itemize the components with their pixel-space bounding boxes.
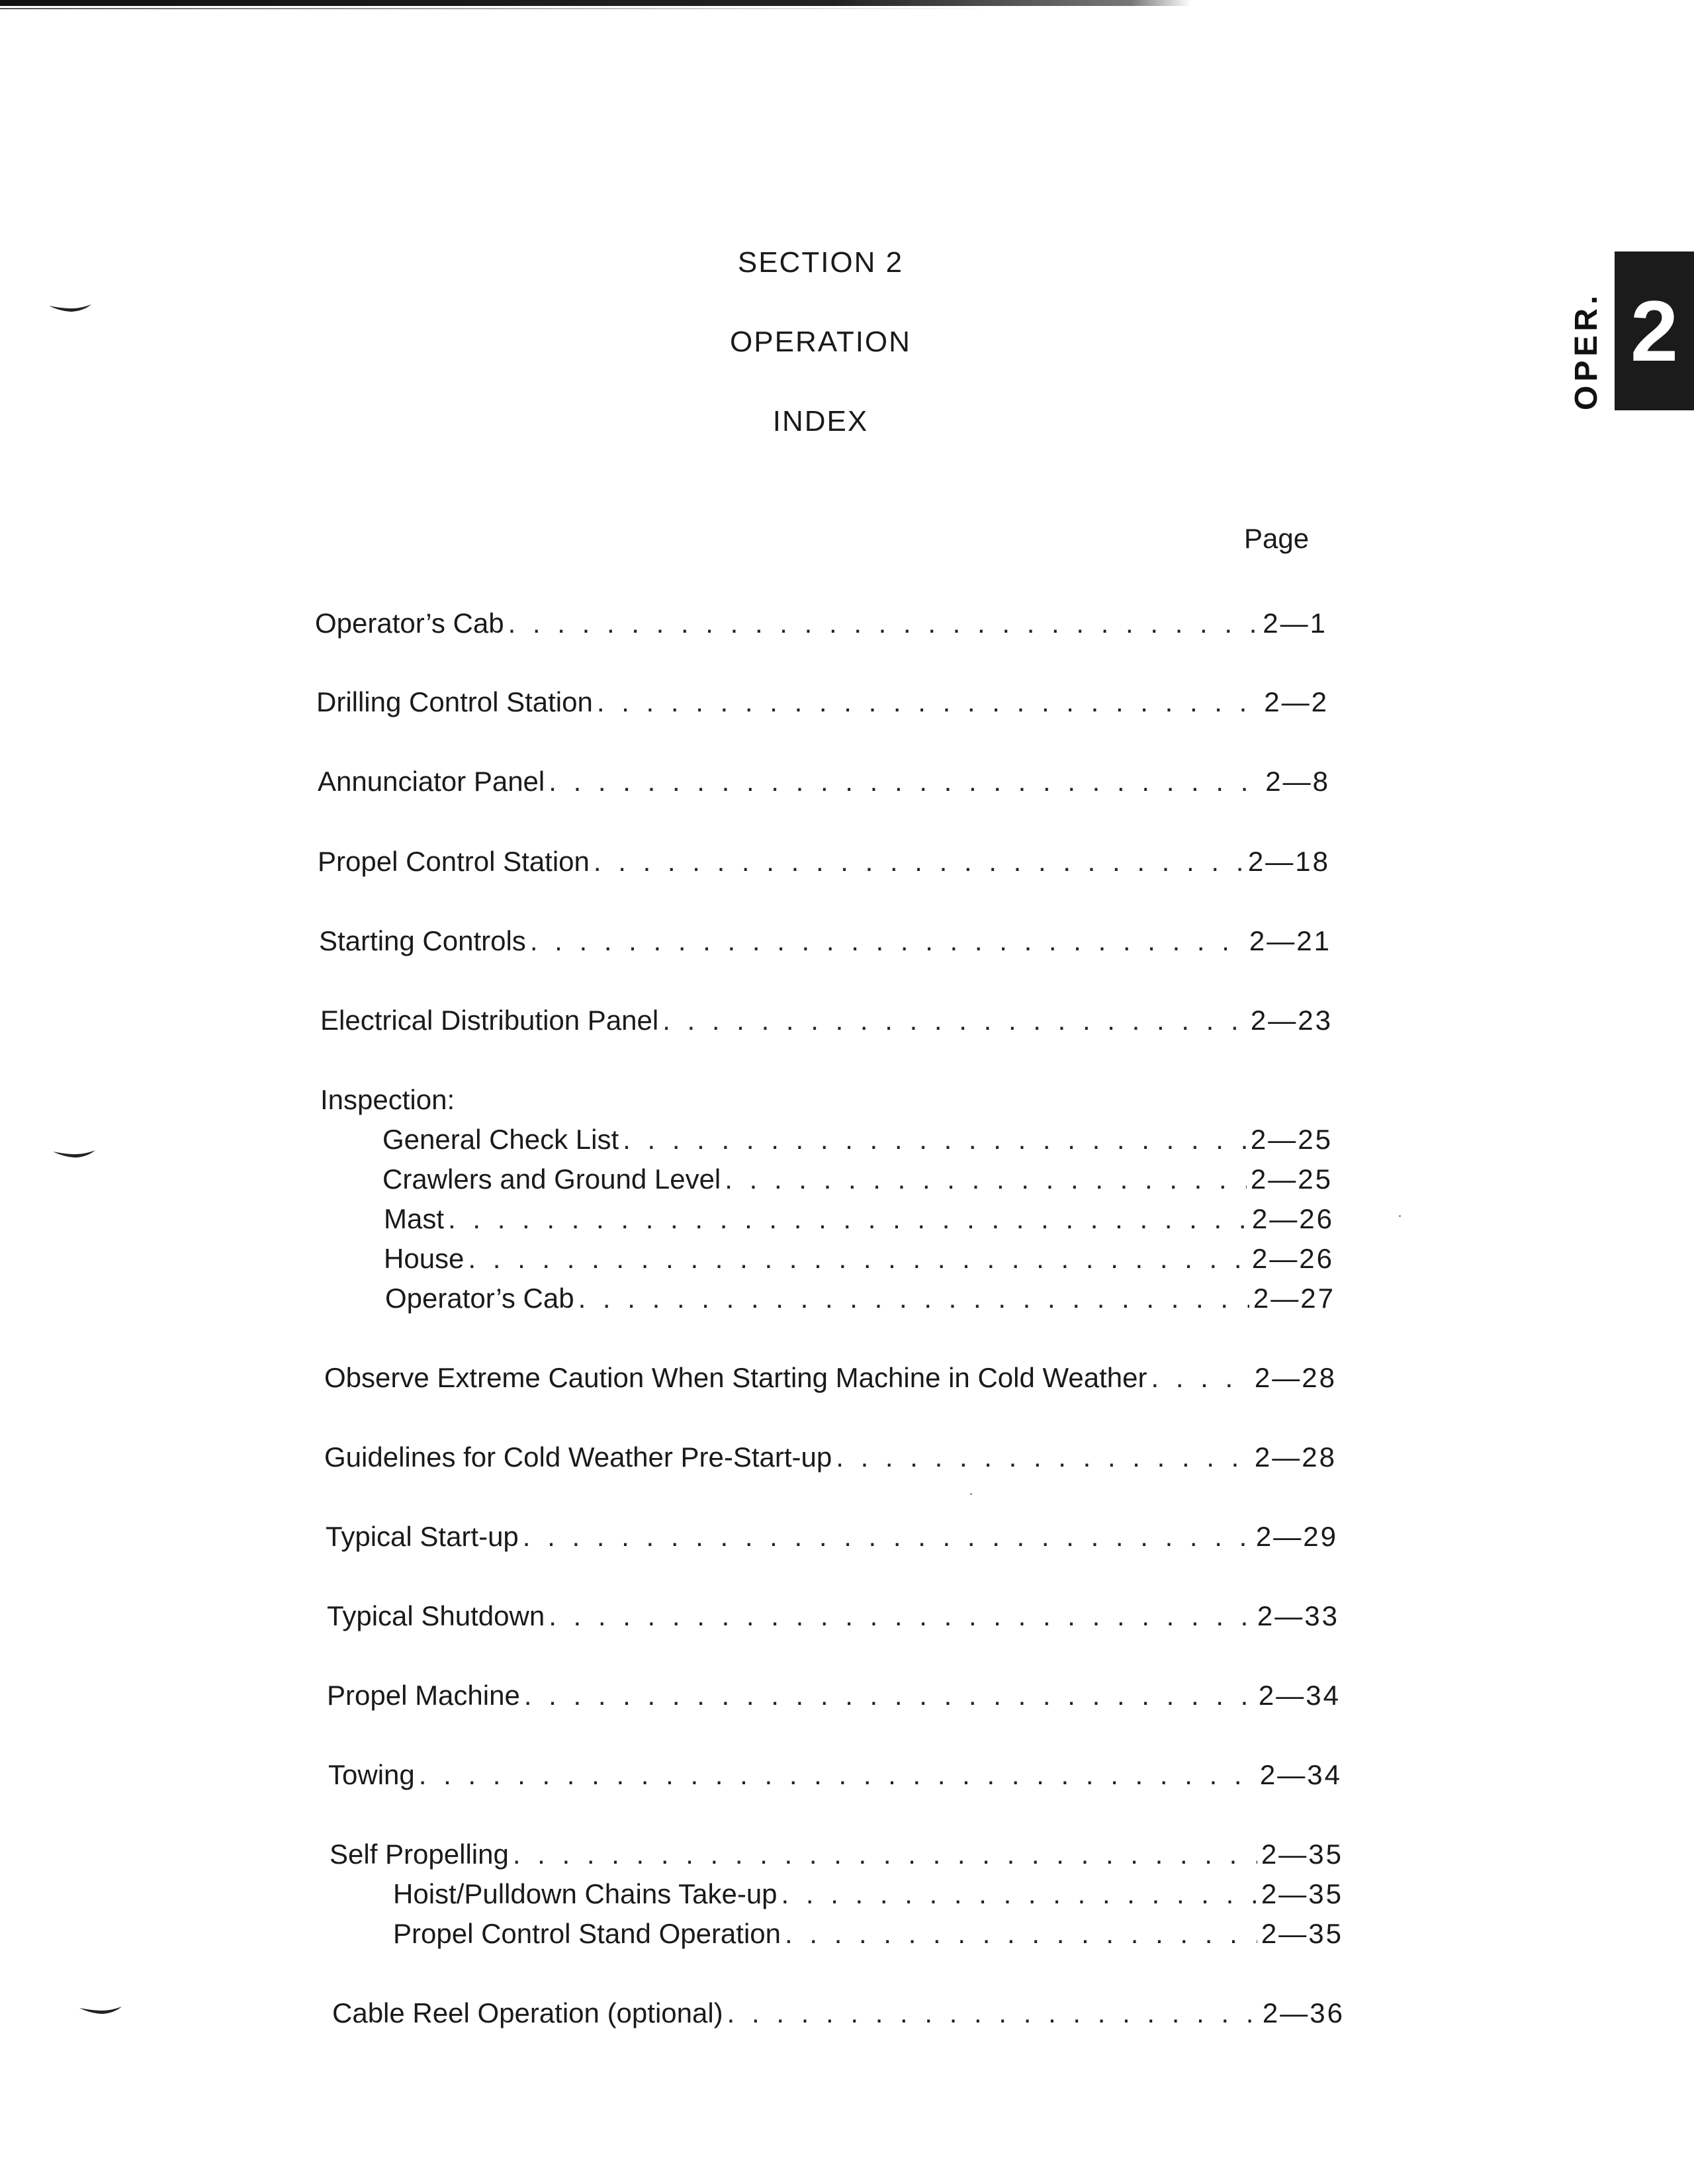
inspection-group-label: Inspection:	[320, 1084, 455, 1115]
index-entry	[315, 605, 1327, 642]
entry-page: 2—29	[1255, 1521, 1338, 1552]
entry-label: Electrical Distribution Panel	[320, 1005, 659, 1036]
dot-leader	[524, 1677, 1255, 1714]
entry-label: Observe Extreme Caution When Starting Machine in Cold Weather	[324, 1362, 1147, 1393]
index-entry	[382, 1161, 1333, 1198]
entry-label: Propel Control Stand Operation	[393, 1918, 781, 1949]
dot-leader	[594, 843, 1244, 880]
entry-page: 2—18	[1247, 846, 1330, 877]
section-tab-label: OPER.	[1569, 291, 1604, 410]
top-edge-rule	[0, 0, 1191, 6]
entry-page: 2—28	[1254, 1362, 1337, 1393]
dot-leader	[513, 1836, 1257, 1873]
dot-leader	[523, 1518, 1252, 1555]
entry-label: Operator’s Cab	[385, 1283, 574, 1314]
dot-leader	[662, 1002, 1247, 1039]
index-entry	[385, 1280, 1335, 1317]
index-entry	[316, 684, 1329, 721]
entry-page: 2—25	[1250, 1124, 1333, 1155]
entry-page: 2—25	[1250, 1163, 1333, 1195]
section-title: OPERATION	[730, 326, 911, 358]
index-entry	[382, 1121, 1333, 1158]
entry-page: 2—33	[1257, 1600, 1339, 1631]
scan-speck	[1399, 1215, 1401, 1217]
dot-leader	[836, 1439, 1251, 1476]
index-entry	[384, 1240, 1334, 1277]
entry-label: Typical Start-up	[326, 1521, 519, 1552]
entry-label: Cable Reel Operation (optional)	[332, 1997, 723, 2028]
dot-leader	[508, 605, 1259, 642]
dot-leader	[419, 1756, 1256, 1794]
dot-leader	[530, 923, 1245, 960]
entry-page: 2—23	[1250, 1005, 1333, 1036]
entry-page: 2—34	[1259, 1759, 1342, 1790]
index-heading: INDEX	[772, 405, 869, 437]
index-entry	[324, 1439, 1337, 1476]
dot-leader	[1151, 1359, 1250, 1396]
entry-label: Guidelines for Cold Weather Pre-Start-up	[324, 1441, 832, 1473]
entry-page: 2—28	[1254, 1441, 1337, 1473]
index-entry	[330, 1836, 1343, 1873]
entry-label: Annunciator Panel	[318, 766, 545, 797]
scan-speck	[970, 1493, 972, 1495]
entry-page: 2—1	[1263, 608, 1327, 639]
dot-leader	[623, 1121, 1247, 1158]
index-entry	[327, 1677, 1341, 1714]
dot-leader	[549, 763, 1261, 800]
entry-label: Typical Shutdown	[327, 1600, 545, 1631]
entry-page: 2—34	[1258, 1680, 1341, 1711]
dot-leader	[781, 1876, 1257, 1913]
binder-hole-mark	[53, 1149, 93, 1158]
index-entry	[393, 1915, 1343, 1952]
section-tab-number: 2	[1615, 251, 1694, 410]
entry-label: Drilling Control Station	[316, 686, 593, 717]
dot-leader	[785, 1915, 1257, 1952]
entry-page: 2—35	[1261, 1918, 1343, 1949]
entry-page: 2—2	[1264, 686, 1329, 717]
entry-page: 2—36	[1262, 1997, 1345, 2028]
entry-page: 2—27	[1253, 1283, 1335, 1314]
entry-page: 2—35	[1261, 1839, 1343, 1870]
entry-page: 2—26	[1251, 1203, 1334, 1234]
binder-hole-mark	[79, 2005, 119, 2015]
entry-page: 2—35	[1261, 1878, 1343, 1909]
entry-page: 2—21	[1249, 925, 1331, 956]
entry-label: Propel Machine	[327, 1680, 520, 1711]
entry-label: Propel Control Station	[318, 846, 590, 877]
entry-label: Mast	[384, 1203, 445, 1234]
index-entry	[319, 923, 1331, 960]
index-entry	[318, 843, 1330, 880]
entry-label: Crawlers and Ground Level	[382, 1163, 721, 1195]
entry-label: Towing	[328, 1759, 415, 1790]
dot-leader	[549, 1598, 1253, 1635]
dot-leader	[448, 1201, 1248, 1238]
index-entry	[332, 1995, 1345, 2032]
entry-label: Operator’s Cab	[315, 608, 504, 639]
dot-leader	[468, 1240, 1248, 1277]
index-entry	[326, 1518, 1338, 1555]
entry-label: General Check List	[382, 1124, 619, 1155]
dot-leader	[727, 1995, 1259, 2032]
entry-label: Starting Controls	[319, 925, 526, 956]
entry-page: 2—26	[1251, 1243, 1334, 1274]
index-entry	[324, 1359, 1337, 1396]
dot-leader	[578, 1280, 1249, 1317]
index-entry	[320, 1002, 1333, 1039]
dot-leader	[725, 1161, 1247, 1198]
entry-label: Self Propelling	[330, 1839, 509, 1870]
dot-leader	[597, 684, 1260, 721]
index-entry	[318, 763, 1330, 800]
index-entry	[328, 1756, 1342, 1794]
page-column-header: Page	[1244, 523, 1310, 554]
top-edge-rule-thin	[0, 8, 993, 9]
entry-label: House	[384, 1243, 465, 1274]
section-heading: SECTION 2	[737, 246, 904, 279]
index-entry	[327, 1598, 1339, 1635]
binder-hole-mark	[49, 303, 89, 312]
entry-page: 2—8	[1265, 766, 1330, 797]
entry-label: Hoist/Pulldown Chains Take-up	[393, 1878, 778, 1909]
index-entry	[384, 1201, 1334, 1238]
index-entry	[393, 1876, 1343, 1913]
